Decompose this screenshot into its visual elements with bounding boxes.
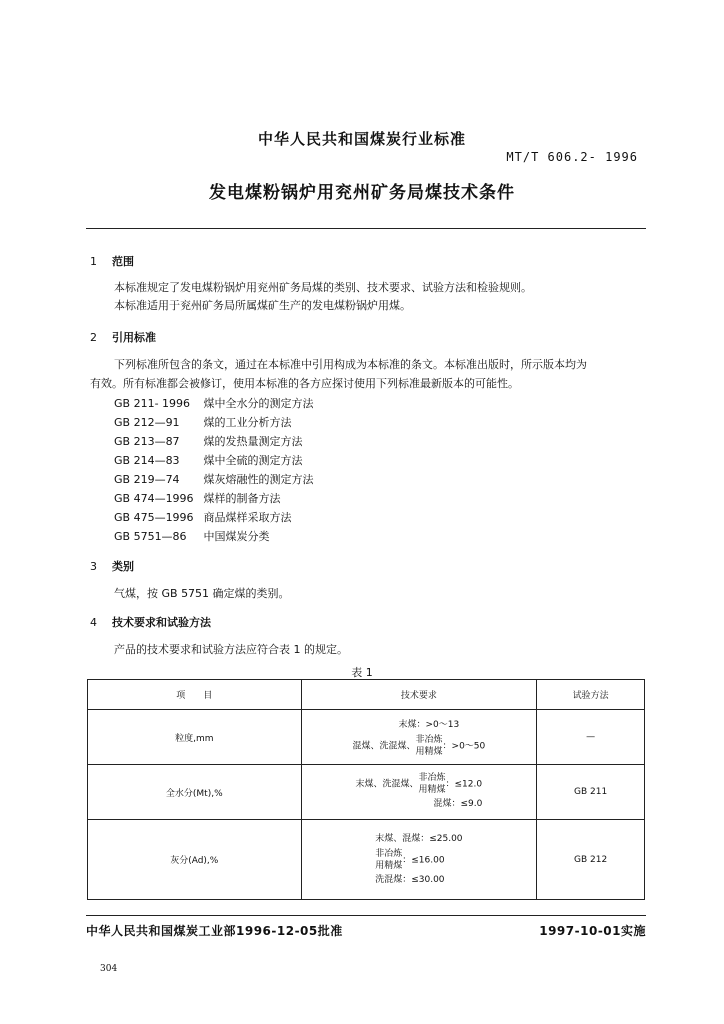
requirement-text <box>355 772 482 813</box>
section-title: 技术要求和试验方法 <box>112 616 211 629</box>
stack-top: 非冶炼 <box>418 772 446 783</box>
reference-name: 煤的工业分析方法 <box>203 416 292 429</box>
row-method: GB 211 <box>537 765 645 820</box>
section-1-paragraph-1: 本标准规定了发电煤粉锅炉用兖州矿务局煤的类别、技术要求、试验方法和检验规则。 <box>114 281 532 294</box>
reference-code: GB 474—1996 <box>114 492 194 505</box>
section-title: 引用标准 <box>112 331 156 344</box>
reference-name: 中国煤炭分类 <box>203 530 270 543</box>
section-number: 2 <box>90 331 97 344</box>
section-number: 1 <box>90 255 97 268</box>
section-title: 范围 <box>112 255 134 268</box>
section-number: 3 <box>90 560 97 573</box>
reference-item <box>114 528 270 544</box>
row-method: GB 212 <box>537 820 645 900</box>
table-row <box>88 710 645 765</box>
issuing-organization: 中华人民共和国煤炭行业标准 <box>257 130 466 148</box>
section-title: 类别 <box>112 560 134 573</box>
section-3-paragraph: 气煤，按 GB 5751 确定煤的类别。 <box>114 587 290 600</box>
reference-code: GB 212—91 <box>114 416 180 429</box>
reference-name: 煤样的制备方法 <box>203 492 281 505</box>
requirement-line: 洗混煤：≤30.00 <box>375 874 445 885</box>
reference-item <box>114 433 303 449</box>
reference-code: GB 214—83 <box>114 454 180 467</box>
reference-code: GB 475—1996 <box>114 511 194 524</box>
section-4-paragraph: 产品的技术要求和试验方法应符合表 1 的规定。 <box>114 643 348 656</box>
table-row <box>88 765 645 820</box>
section-3-heading <box>90 558 134 574</box>
header-requirement: 技术要求 <box>301 680 537 710</box>
table-header-row <box>88 680 645 710</box>
section-4-heading <box>90 614 211 630</box>
row-item: 粒度,mm <box>88 710 302 765</box>
requirement-stacked-term <box>418 772 445 796</box>
stack-bottom: 用精煤 <box>375 860 403 871</box>
row-requirement <box>301 765 537 820</box>
requirement-prefix: 混煤、洗混煤、 <box>352 741 416 751</box>
requirement-value: ：≤12.0 <box>445 779 483 789</box>
reference-item <box>114 490 281 506</box>
section-number: 4 <box>90 616 97 629</box>
requirement-text <box>353 717 486 758</box>
reference-item <box>114 414 292 430</box>
section-2-paragraph-line-1: 下列标准所包含的条文，通过在本标准中引用构成为本标准的条文。本标准出版时，所示版本均为 <box>114 358 587 371</box>
stack-bottom: 用精煤 <box>415 746 443 757</box>
requirement-stacked-term <box>375 848 402 872</box>
reference-code: GB 213—87 <box>114 435 180 448</box>
requirement-line: 末煤、混煤：≤25.00 <box>375 833 463 844</box>
header-item: 项 目 <box>88 680 302 710</box>
reference-name: 商品煤样采取方法 <box>203 511 292 524</box>
requirement-value: ：>0～50 <box>442 741 486 751</box>
technical-requirements-table <box>87 679 645 900</box>
reference-code: GB 211- 1996 <box>114 397 191 410</box>
reference-code: GB 219—74 <box>114 473 180 486</box>
approval-line: 中华人民共和国煤炭工业部1996-12-05批准 <box>86 924 343 938</box>
section-2-heading <box>90 329 156 345</box>
row-item: 灰分(Ad),% <box>88 820 302 900</box>
requirement-line: 末煤：>0～13 <box>398 719 460 730</box>
stack-top: 非冶炼 <box>375 848 403 859</box>
table-row <box>88 820 645 900</box>
section-1-paragraph-2: 本标准适用于兖州矿务局所属煤矿生产的发电煤粉锅炉用煤。 <box>114 299 411 312</box>
reference-name: 煤中全水分的测定方法 <box>203 397 314 410</box>
reference-name: 煤的发热量测定方法 <box>203 435 303 448</box>
reference-code: GB 5751—86 <box>114 530 187 543</box>
reference-name: 煤灰熔融性的测定方法 <box>203 473 314 486</box>
table-caption: 表 1 <box>351 666 373 679</box>
header-method: 试验方法 <box>537 680 645 710</box>
requirement-line: 混煤：≤9.0 <box>433 798 483 809</box>
implementation-date: 1997-10-01实施 <box>539 924 646 938</box>
requirement-stacked-term <box>416 734 443 758</box>
row-requirement <box>301 820 537 900</box>
reference-item <box>114 452 303 468</box>
section-1-heading <box>90 253 134 269</box>
document-title: 发电煤粉锅炉用兖州矿务局煤技术条件 <box>209 183 515 203</box>
standard-code: MT/T 606.2- 1996 <box>506 150 638 164</box>
requirement-value: ：≤16.00 <box>402 855 445 865</box>
reference-item <box>114 395 314 411</box>
requirement-text <box>375 831 462 889</box>
footer-divider <box>86 915 646 916</box>
reference-item <box>114 471 314 487</box>
page-number: 304 <box>100 964 118 974</box>
row-method: — <box>537 710 645 765</box>
row-requirement <box>301 710 537 765</box>
header-divider <box>86 228 646 229</box>
reference-item <box>114 509 292 525</box>
section-2-paragraph-line-2: 有效。所有标准都会被修订，使用本标准的各方应探讨使用下列标准最新版本的可能性。 <box>90 377 519 390</box>
reference-name: 煤中全硫的测定方法 <box>203 454 303 467</box>
stack-top: 非冶炼 <box>415 734 443 745</box>
stack-bottom: 用精煤 <box>418 784 446 795</box>
requirement-prefix: 末煤、洗混煤、 <box>355 779 419 789</box>
row-item: 全水分(Mt),% <box>88 765 302 820</box>
